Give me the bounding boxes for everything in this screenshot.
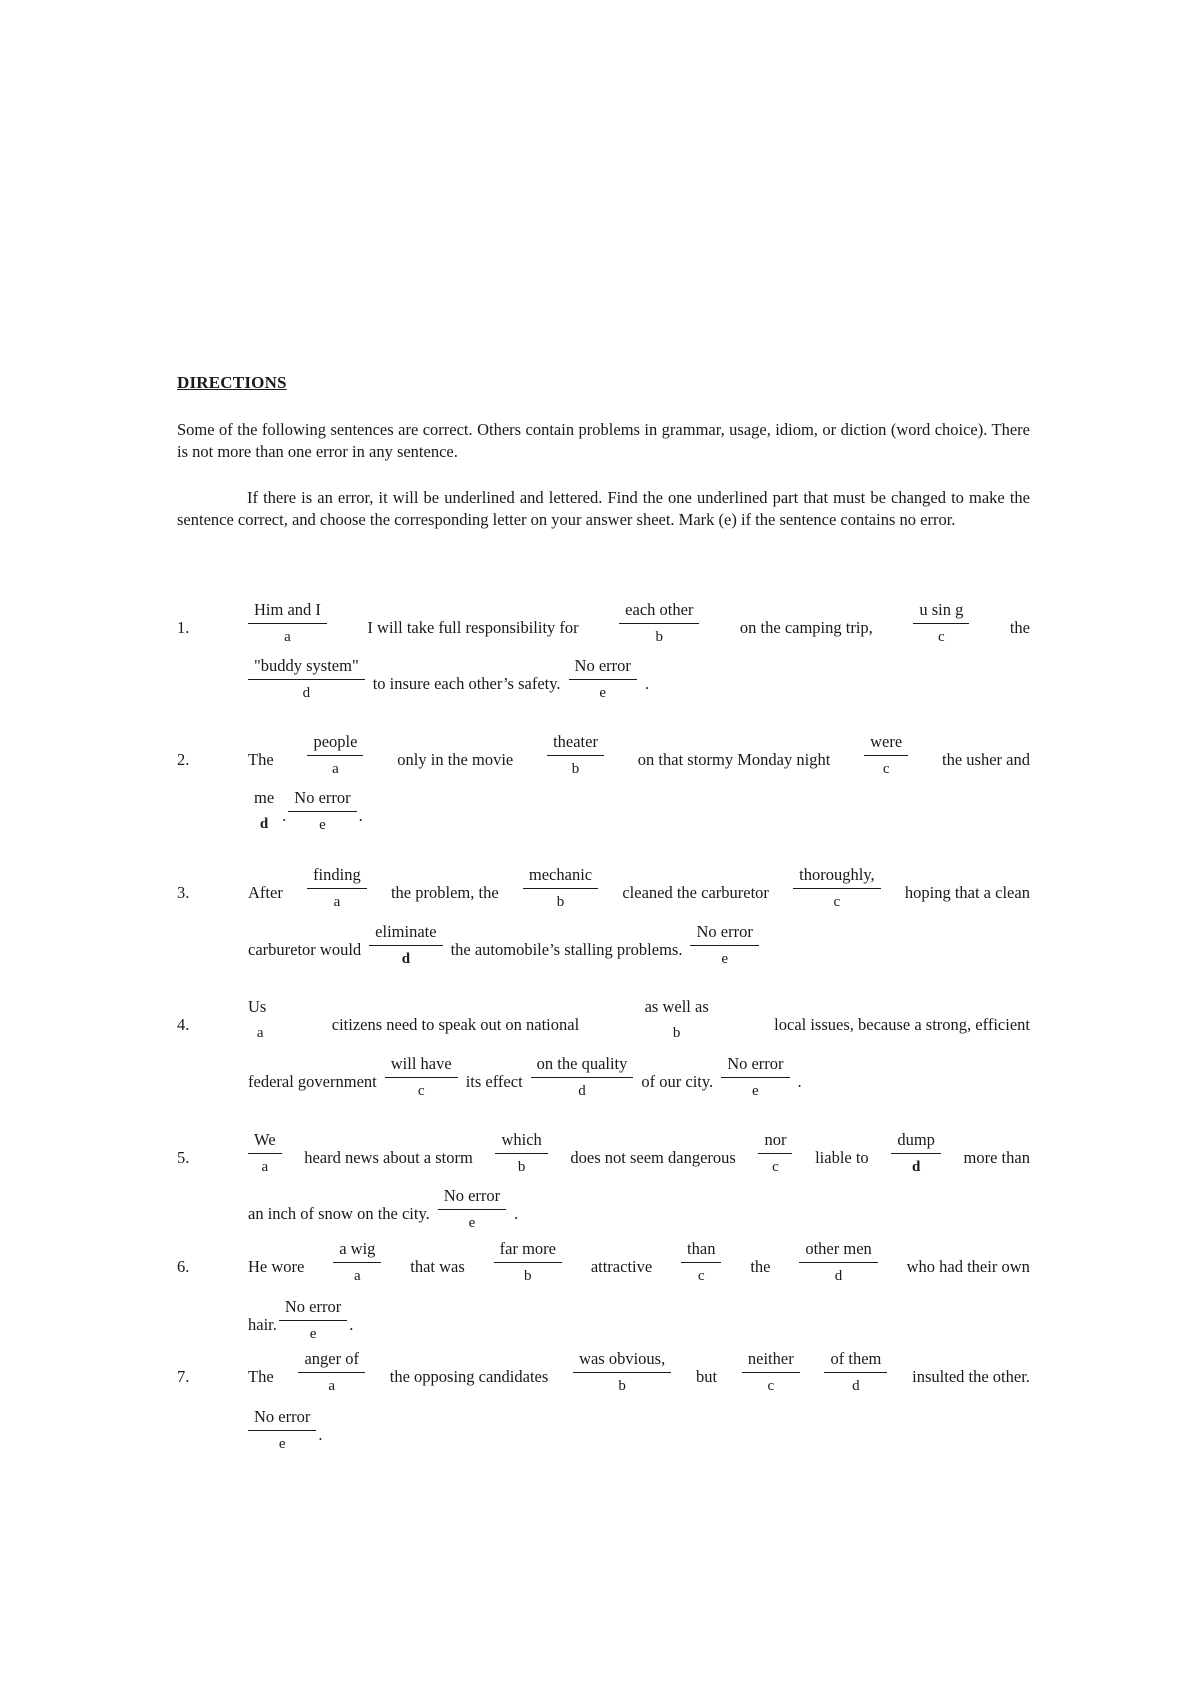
- q7-text-2: but: [696, 1367, 718, 1386]
- q4-segment-d: on the quality d: [531, 1054, 634, 1102]
- q5-text-3: liable to: [815, 1148, 869, 1167]
- q3-text-2: cleaned the carburetor: [622, 883, 769, 902]
- q1-segment-d: "buddy system" d: [248, 656, 365, 704]
- q7-text-1: the opposing candidates: [389, 1367, 549, 1386]
- question-4-line-2: [248, 1054, 1030, 1114]
- q4-segment-e: No error e: [721, 1054, 789, 1102]
- q4-period: .: [797, 1072, 802, 1091]
- q3-segment-c: thoroughly, c: [793, 865, 880, 913]
- q1-segment-a: Him and I a: [248, 600, 327, 648]
- q6-text-2: attractive: [590, 1257, 653, 1276]
- q2-segment-d: me d: [254, 788, 275, 832]
- q2-segment-a: people a: [307, 732, 363, 780]
- q6-segment-a: a wig a: [333, 1239, 381, 1287]
- q6-text-5: hair.: [248, 1315, 277, 1334]
- q4-text-1: citizens need to speak out on national: [331, 1015, 580, 1034]
- question-2-line-2: [248, 788, 1030, 848]
- q3-segment-a: finding a: [307, 865, 367, 913]
- q5-segment-b: which b: [495, 1130, 547, 1178]
- q6-segment-c: than c: [681, 1239, 721, 1287]
- q5-text-2: does not seem dangerous: [570, 1148, 736, 1167]
- q6-period: .: [349, 1315, 354, 1334]
- question-6-line-2: [248, 1297, 1030, 1357]
- question-number-3: 3.: [177, 883, 190, 902]
- q5-text-5: an inch of snow on the city.: [248, 1204, 430, 1223]
- q1-segment-e: No error e: [569, 656, 637, 704]
- q1-text-4: to insure each other’s safety.: [372, 674, 561, 693]
- question-7-line-1: [248, 1349, 1030, 1409]
- q3-segment-e: No error e: [690, 922, 758, 970]
- q5-text-4: more than: [963, 1148, 1030, 1167]
- q2-text-0: The: [248, 750, 274, 769]
- q7-text-0: The: [248, 1367, 274, 1386]
- q3-text-3: hoping that a clean: [904, 883, 1030, 902]
- q5-segment-e: No error e: [438, 1186, 506, 1234]
- question-4-line-1: [248, 997, 1030, 1057]
- q4-text-3: federal government: [248, 1072, 377, 1091]
- q2-segment-c: were c: [864, 732, 908, 780]
- q3-text-0: After: [248, 883, 283, 902]
- q5-text-1: heard news about a storm: [304, 1148, 473, 1167]
- q1-text-1: I will take full responsibility for: [367, 618, 579, 637]
- q6-text-4: who had their own: [906, 1257, 1030, 1276]
- q3-text-5: the automobile’s stalling problems.: [450, 940, 683, 959]
- question-number-2: 2.: [177, 750, 190, 769]
- q5-segment-a: We a: [248, 1130, 282, 1178]
- q3-segment-b: mechanic b: [523, 865, 598, 913]
- question-7-line-2: [248, 1407, 1030, 1467]
- q1-text-2: on the camping trip,: [739, 618, 873, 637]
- question-1-line-1: [248, 600, 1030, 660]
- q6-text-1: that was: [410, 1257, 465, 1276]
- q6-text-0: He wore: [248, 1257, 305, 1276]
- question-3-line-2: [248, 922, 1030, 982]
- q7-segment-c: neither c: [742, 1349, 800, 1397]
- q6-text-3: the: [750, 1257, 771, 1276]
- q2-text-3: the usher and: [942, 750, 1030, 769]
- q2-period: .: [358, 806, 363, 825]
- q6-segment-d: other men d: [799, 1239, 877, 1287]
- q1-text-3: the: [1009, 618, 1030, 637]
- q1-period: .: [644, 674, 650, 693]
- q5-period: .: [514, 1204, 519, 1223]
- q3-segment-d: eliminate d: [369, 922, 442, 970]
- q6-segment-e: No error e: [279, 1297, 347, 1345]
- q4-segment-a: Us a: [248, 997, 267, 1041]
- q5-segment-c: nor c: [758, 1130, 792, 1178]
- q7-segment-e: No error e: [248, 1407, 316, 1455]
- question-3-line-1: [248, 865, 1030, 925]
- question-number-5: 5.: [177, 1148, 190, 1167]
- q6-segment-b: far more b: [494, 1239, 562, 1287]
- q2-text-1: only in the movie: [397, 750, 514, 769]
- q1-segment-c: u sin g c: [913, 600, 969, 648]
- q2-separator: .: [282, 806, 287, 825]
- question-5-line-2: [248, 1186, 1030, 1246]
- q3-text-1: the problem, the: [390, 883, 499, 902]
- q7-period: .: [318, 1425, 323, 1444]
- q5-segment-d: dump d: [891, 1130, 941, 1178]
- q4-segment-b: as well as b: [644, 997, 709, 1041]
- q2-segment-e: No error e: [288, 788, 356, 836]
- question-5-line-1: [248, 1130, 1030, 1190]
- directions-paragraph-2: If there is an error, it will be underlined and lettered. Find the one underlined part that must be changed to make the sentence correct, and choose the corresponding letter on your answer sheet. Mark (e) if the sentence contains no error.: [177, 488, 1030, 529]
- q4-text-5: of our city.: [641, 1072, 714, 1091]
- question-number-6: 6.: [177, 1257, 190, 1276]
- directions-heading: DIRECTIONS: [177, 373, 287, 392]
- q7-text-3: insulted the other.: [912, 1367, 1030, 1386]
- question-number-1: 1.: [177, 618, 190, 637]
- question-number-7: 7.: [177, 1367, 190, 1386]
- q3-text-4: carburetor would: [248, 940, 362, 959]
- q7-segment-b: was obvious, b: [573, 1349, 671, 1397]
- q4-segment-c: will have c: [385, 1054, 458, 1102]
- q2-segment-b: theater b: [547, 732, 604, 780]
- question-number-4: 4.: [177, 1015, 190, 1034]
- directions-paragraph-1: Some of the following sentences are correct. Others contain problems in grammar, usage, idiom, or diction (word choice). There is not more than one error in any sentence.: [177, 420, 1030, 461]
- question-1-line-2: [248, 656, 1030, 716]
- q4-text-4: its effect: [465, 1072, 523, 1091]
- question-2-line-1: [248, 732, 1030, 792]
- q2-text-2: on that stormy Monday night: [637, 750, 831, 769]
- q4-text-2: local issues, because a strong, efficient: [774, 1015, 1030, 1034]
- q7-segment-d: of them d: [824, 1349, 887, 1397]
- q7-segment-a: anger of a: [298, 1349, 365, 1397]
- question-6-line-1: [248, 1239, 1030, 1299]
- q1-segment-b: each other b: [619, 600, 699, 648]
